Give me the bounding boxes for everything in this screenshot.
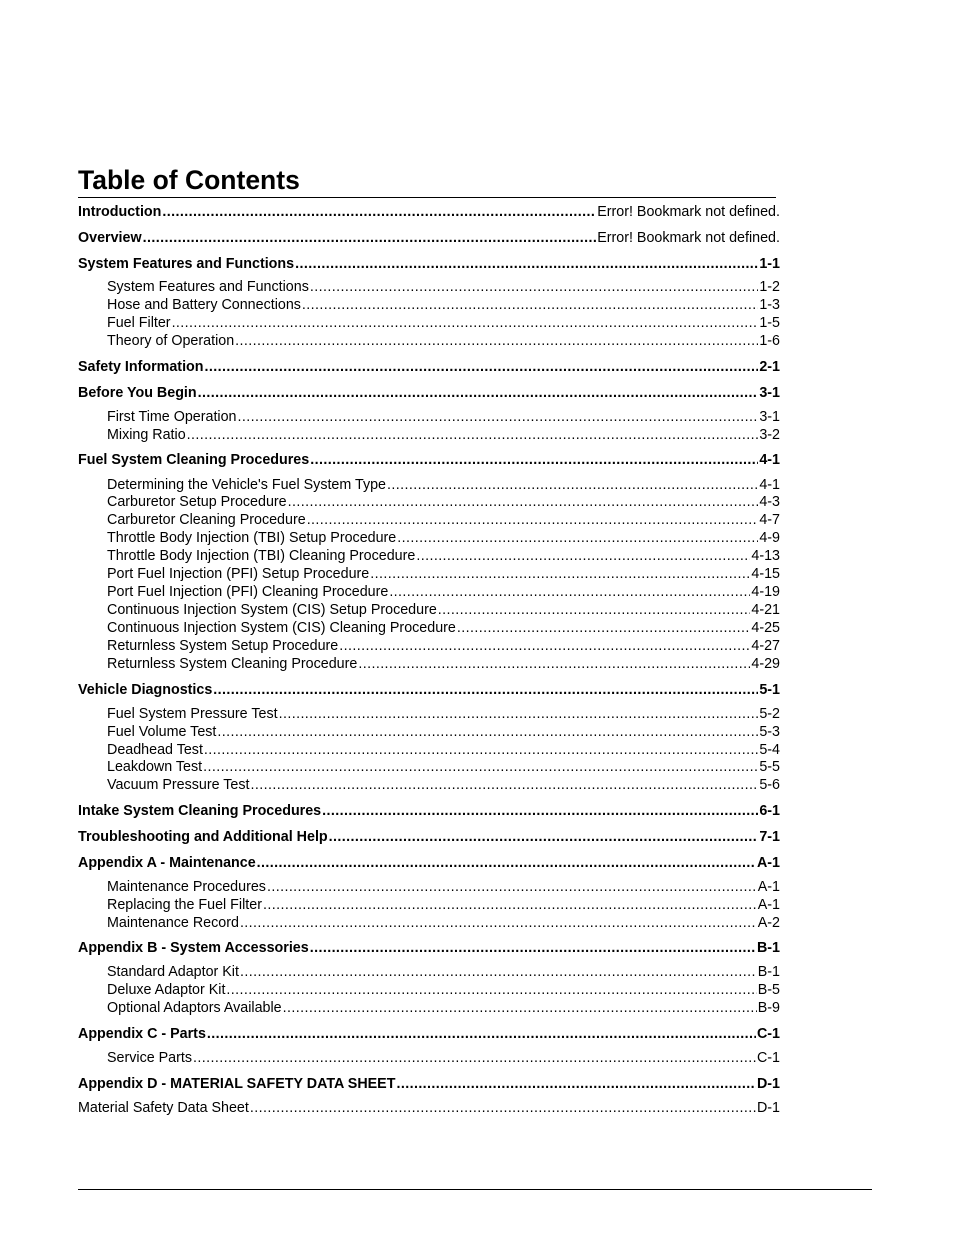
toc-entry-page: 5-6 xyxy=(759,777,780,793)
toc-entry-label: Carburetor Setup Procedure xyxy=(107,494,287,510)
toc-entry-page: A-1 xyxy=(756,855,780,871)
toc-entry-label: Material Safety Data Sheet xyxy=(78,1100,249,1116)
toc-entry-page: 4-21 xyxy=(751,602,780,618)
toc-entry[interactable] xyxy=(78,829,780,846)
toc-entry-page: 5-1 xyxy=(759,682,780,698)
toc-entry-page: 4-1 xyxy=(759,477,780,493)
toc-subentry[interactable] xyxy=(107,566,780,583)
toc-entry-label: Appendix A - Maintenance xyxy=(78,855,256,871)
toc-entry-label: Fuel Volume Test xyxy=(107,724,217,740)
dot-leader xyxy=(310,940,756,957)
toc-subentry[interactable] xyxy=(107,427,780,444)
dot-leader xyxy=(396,1076,756,1093)
dot-leader xyxy=(240,915,757,932)
toc-entry[interactable] xyxy=(78,940,780,957)
toc-entry-label: Appendix B - System Accessories xyxy=(78,940,309,956)
toc-entry-label: Replacing the Fuel Filter xyxy=(107,897,262,913)
toc-entry-label: Throttle Body Injection (TBI) Cleaning Procedure xyxy=(107,548,416,564)
dot-leader xyxy=(198,385,759,402)
toc-subentry[interactable] xyxy=(107,879,780,896)
toc-entry-label: Deadhead Test xyxy=(107,742,203,758)
toc-entry-page: 4-9 xyxy=(759,530,780,546)
dot-leader xyxy=(235,333,758,350)
toc-entry-label: Continuous Injection System (CIS) Cleaning Procedure xyxy=(107,620,456,636)
toc-entry-page: D-1 xyxy=(756,1076,780,1092)
toc-subentry[interactable] xyxy=(107,759,780,776)
dot-leader xyxy=(187,427,759,444)
dot-leader xyxy=(389,584,750,601)
dot-leader xyxy=(307,512,759,529)
toc-entry-page: 5-2 xyxy=(759,706,780,722)
toc-entry-page: B-9 xyxy=(757,1000,780,1016)
dot-leader xyxy=(257,855,756,872)
dot-leader xyxy=(302,297,758,314)
toc-subentry[interactable] xyxy=(107,315,780,332)
toc-entry-label: Throttle Body Injection (TBI) Setup Procedure xyxy=(107,530,397,546)
toc-entry[interactable] xyxy=(78,1076,780,1093)
toc-entry-label: Safety Information xyxy=(78,359,204,375)
toc-entry-page: 4-29 xyxy=(751,656,780,672)
dot-leader xyxy=(263,897,757,914)
page-title: Table of Contents xyxy=(78,165,300,195)
toc-subentry[interactable] xyxy=(107,915,780,932)
toc-entry-label: Determining the Vehicle's Fuel System Type xyxy=(107,477,387,493)
toc-subentry[interactable] xyxy=(107,706,780,723)
toc-subentry[interactable] xyxy=(107,1000,780,1017)
toc-entry-page: 4-15 xyxy=(751,566,780,582)
toc-subentry[interactable] xyxy=(107,742,780,759)
toc-entry-label: System Features and Functions xyxy=(107,279,309,295)
toc-subentry[interactable] xyxy=(107,548,780,565)
toc-subentry[interactable] xyxy=(107,724,780,741)
toc-entry-page: B-5 xyxy=(757,982,780,998)
toc-entry-label: Returnless System Cleaning Procedure xyxy=(107,656,358,672)
dot-leader xyxy=(213,682,758,699)
toc-entry-page: B-1 xyxy=(757,964,780,980)
toc-entry-page: 4-3 xyxy=(759,494,780,510)
toc-entry-page: 5-3 xyxy=(759,724,780,740)
toc-entry[interactable] xyxy=(78,230,780,247)
dot-leader xyxy=(310,279,758,296)
toc-entry-page: A-2 xyxy=(757,915,780,931)
toc-entry[interactable] xyxy=(78,682,780,699)
toc-entry-page: 6-1 xyxy=(759,803,780,819)
toc-entry-page: 2-1 xyxy=(759,359,780,375)
toc-entry-label: Vacuum Pressure Test xyxy=(107,777,250,793)
toc-subentry[interactable] xyxy=(107,409,780,426)
dot-leader xyxy=(283,1000,757,1017)
toc-entry-page: 1-6 xyxy=(759,333,780,349)
toc-subentry[interactable] xyxy=(107,494,780,511)
toc-subentry[interactable] xyxy=(107,897,780,914)
dot-leader xyxy=(226,982,756,999)
toc-subentry[interactable] xyxy=(107,512,780,529)
toc-entry-label: Service Parts xyxy=(107,1050,193,1066)
toc-entry-label: Standard Adaptor Kit xyxy=(107,964,239,980)
toc-entry-label: Carburetor Cleaning Procedure xyxy=(107,512,306,528)
toc-entry-label: Introduction xyxy=(78,204,162,220)
dot-leader xyxy=(457,620,751,637)
toc-entry[interactable] xyxy=(78,385,780,402)
toc-entry-page: 4-27 xyxy=(751,638,780,654)
toc-entry-page: 4-19 xyxy=(751,584,780,600)
dot-leader xyxy=(329,829,759,846)
toc-entry-page: 4-25 xyxy=(751,620,780,636)
toc-entry-page: 7-1 xyxy=(759,829,780,845)
toc-entry-page: 5-4 xyxy=(759,742,780,758)
toc-entry-label: Fuel Filter xyxy=(107,315,171,331)
toc-entry[interactable] xyxy=(78,803,780,820)
toc-subentry[interactable] xyxy=(107,333,780,350)
toc-subentry[interactable] xyxy=(107,777,780,794)
toc-entry-label: Vehicle Diagnostics xyxy=(78,682,213,698)
dot-leader xyxy=(370,566,750,583)
dot-leader xyxy=(205,359,759,376)
toc-entry-page: 1-5 xyxy=(759,315,780,331)
dot-leader xyxy=(217,724,758,741)
dot-leader xyxy=(295,256,758,273)
toc-entry[interactable] xyxy=(78,1100,780,1117)
toc-entry-page: 1-3 xyxy=(759,297,780,313)
toc-entry-label: Maintenance Record xyxy=(107,915,239,931)
toc-entry-page: Error! Bookmark not defined. xyxy=(597,204,780,220)
dot-leader xyxy=(203,759,758,776)
toc-entry-label: Hose and Battery Connections xyxy=(107,297,301,313)
dot-leader xyxy=(322,803,758,820)
toc-entry[interactable] xyxy=(78,256,780,273)
dot-leader xyxy=(358,656,750,673)
toc-entry-label: Mixing Ratio xyxy=(107,427,186,443)
toc-entry-page: D-1 xyxy=(756,1100,780,1116)
toc-entry-label: Port Fuel Injection (PFI) Cleaning Procedure xyxy=(107,584,389,600)
toc-entry-label: Returnless System Setup Procedure xyxy=(107,638,339,654)
toc-entry-label: First Time Operation xyxy=(107,409,237,425)
toc-subentry[interactable] xyxy=(107,279,780,296)
toc-entry-page: A-1 xyxy=(757,879,780,895)
toc-entry-page: 4-7 xyxy=(759,512,780,528)
toc-entry-page: B-1 xyxy=(756,940,780,956)
toc-entry-label: System Features and Functions xyxy=(78,256,295,272)
toc-entry-label: Troubleshooting and Additional Help xyxy=(78,829,328,845)
dot-leader xyxy=(238,409,759,426)
dot-leader xyxy=(172,315,759,332)
toc-entry-page: C-1 xyxy=(756,1050,780,1066)
toc-entry-label: Before You Begin xyxy=(78,385,197,401)
toc-subentry[interactable] xyxy=(107,656,780,673)
dot-leader xyxy=(251,777,759,794)
dot-leader xyxy=(162,204,596,221)
dot-leader xyxy=(310,452,758,469)
toc-entry-label: Appendix D - MATERIAL SAFETY DATA SHEET xyxy=(78,1076,396,1092)
toc-entry-page: 4-13 xyxy=(751,548,780,564)
toc-entry-label: Appendix C - Parts xyxy=(78,1026,206,1042)
toc-entry-page: C-1 xyxy=(756,1026,780,1042)
toc-entry-label: Leakdown Test xyxy=(107,759,203,775)
toc-entry-label: Overview xyxy=(78,230,142,246)
toc-entry[interactable] xyxy=(78,204,780,221)
toc-entry[interactable] xyxy=(78,855,780,872)
toc-entry-label: Fuel System Pressure Test xyxy=(107,706,278,722)
dot-leader xyxy=(207,1026,756,1043)
toc-entry-page: 4-1 xyxy=(759,452,780,468)
toc-entry[interactable] xyxy=(78,1026,780,1043)
toc-entry-page: 5-5 xyxy=(759,759,780,775)
toc-entry-label: Port Fuel Injection (PFI) Setup Procedure xyxy=(107,566,370,582)
toc-subentry[interactable] xyxy=(107,530,780,547)
toc-entry[interactable] xyxy=(78,452,780,469)
toc-subentry[interactable] xyxy=(107,620,780,637)
dot-leader xyxy=(143,230,597,247)
dot-leader xyxy=(193,1050,756,1067)
toc-entry-page: 1-2 xyxy=(759,279,780,295)
toc-subentry[interactable] xyxy=(107,584,780,601)
dot-leader xyxy=(339,638,750,655)
toc-entry-label: Optional Adaptors Available xyxy=(107,1000,282,1016)
dot-leader xyxy=(387,477,758,494)
toc-subentry[interactable] xyxy=(107,297,780,314)
dot-leader xyxy=(288,494,759,511)
toc-entry-label: Deluxe Adaptor Kit xyxy=(107,982,226,998)
dot-leader xyxy=(240,964,757,981)
toc-entry-page: A-1 xyxy=(757,897,780,913)
dot-leader xyxy=(416,548,750,565)
toc-subentry[interactable] xyxy=(107,982,780,999)
toc-subentry[interactable] xyxy=(107,602,780,619)
toc-subentry[interactable] xyxy=(107,477,780,494)
toc-entry-label: Intake System Cleaning Procedures xyxy=(78,803,322,819)
toc-entry-page: 3-2 xyxy=(759,427,780,443)
toc-subentry[interactable] xyxy=(107,964,780,981)
dot-leader xyxy=(397,530,758,547)
toc-subentry[interactable] xyxy=(107,638,780,655)
toc-entry-label: Fuel System Cleaning Procedures xyxy=(78,452,310,468)
toc-entry-label: Maintenance Procedures xyxy=(107,879,266,895)
dot-leader xyxy=(438,602,751,619)
dot-leader xyxy=(267,879,757,896)
toc-entry-page: 1-1 xyxy=(759,256,780,272)
toc-entry[interactable] xyxy=(78,359,780,376)
dot-leader xyxy=(250,1100,756,1117)
toc-subentry[interactable] xyxy=(107,1050,780,1067)
dot-leader xyxy=(204,742,758,759)
toc-entry-page: 3-1 xyxy=(759,409,780,425)
toc-entry-label: Theory of Operation xyxy=(107,333,235,349)
toc-entry-page: 3-1 xyxy=(759,385,780,401)
dot-leader xyxy=(279,706,759,723)
toc-entry-page: Error! Bookmark not defined. xyxy=(597,230,780,246)
footer-divider xyxy=(78,1189,872,1190)
table-of-contents xyxy=(78,0,780,1235)
toc-entry-label: Continuous Injection System (CIS) Setup Procedure xyxy=(107,602,437,618)
